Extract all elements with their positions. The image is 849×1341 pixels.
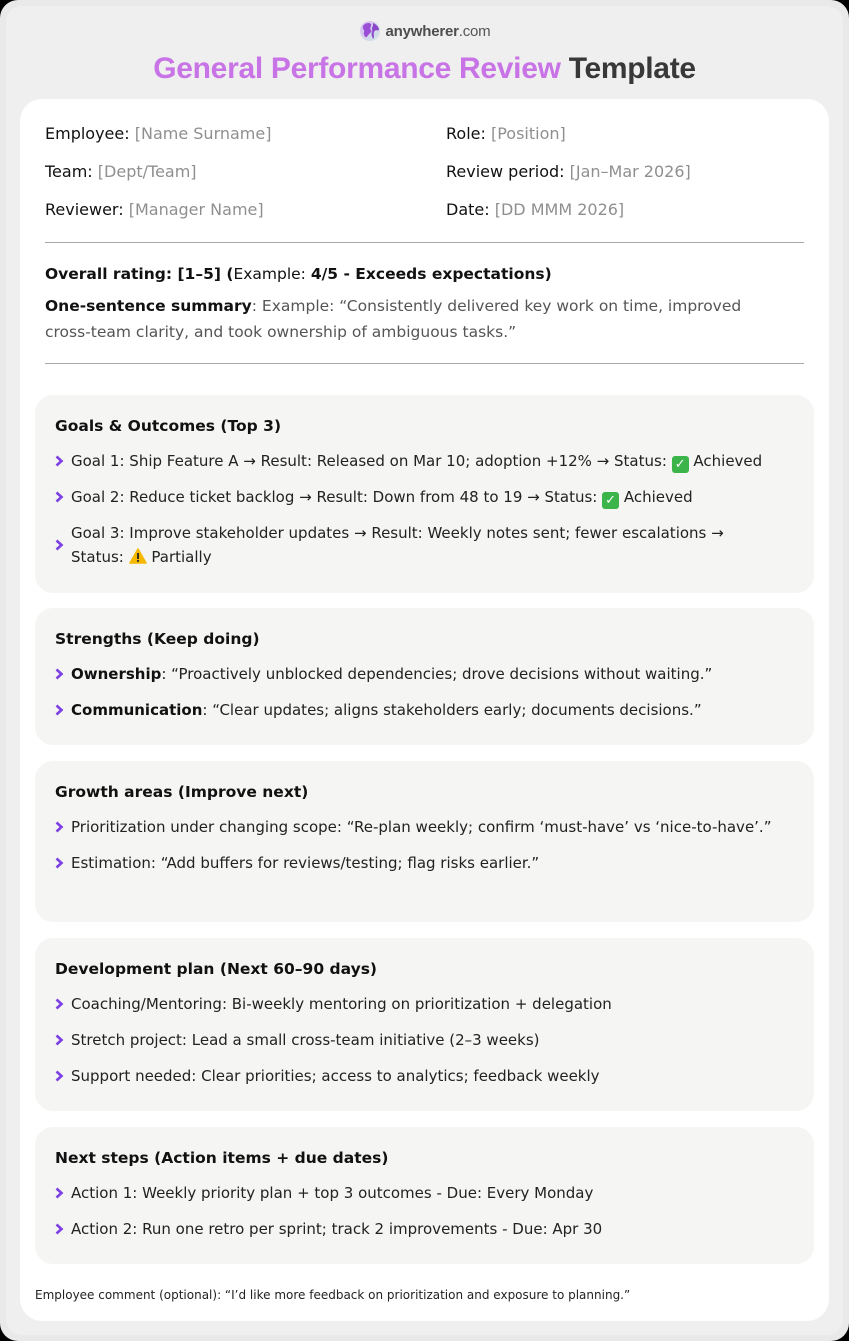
- chevron-right-icon: [55, 1069, 71, 1083]
- section-strengths: [35, 608, 814, 745]
- chevron-right-icon: [55, 856, 71, 870]
- chevron-right-icon: [55, 820, 71, 834]
- title-accent: General Performance Review: [153, 52, 561, 85]
- list-item: Ownership: “Proactively unblocked dependencies; drove decisions without waiting.”: [55, 662, 794, 686]
- brand-name: anywherer.com: [385, 22, 491, 40]
- section-title: Goals & Outcomes (Top 3): [55, 417, 282, 435]
- list-item: Prioritization under changing scope: “Re-plan weekly; confirm ‘must-have’ vs ‘nice-to-have’.”: [55, 815, 775, 839]
- meta-role: Role: [Position]: [446, 124, 566, 143]
- reviewer-value: [Manager Name]: [128, 200, 264, 219]
- team-value: [Dept/Team]: [97, 162, 197, 181]
- chevron-right-icon: [55, 667, 71, 681]
- chevron-right-icon: [55, 1222, 71, 1236]
- list-item: Action 2: Run one retro per sprint; track 2 improvements - Due: Apr 30: [55, 1217, 794, 1241]
- overall-rating: Overall rating: [1–5] (Example: 4/5 - Exceeds expectations): [45, 265, 552, 283]
- check-mark-icon: ✓: [602, 492, 619, 509]
- meta-review-period: Review period: [Jan–Mar 2026]: [446, 162, 691, 181]
- review-period-value: [Jan–Mar 2026]: [569, 162, 691, 181]
- chevron-right-icon: [55, 454, 71, 468]
- divider: [45, 242, 804, 243]
- brand-header: [0, 19, 849, 43]
- role-value: [Position]: [490, 124, 566, 143]
- list-item: Support needed: Clear priorities; access to analytics; feedback weekly: [55, 1064, 794, 1088]
- list-item: Coaching/Mentoring: Bi-weekly mentoring on prioritization + delegation: [55, 992, 794, 1016]
- meta-employee: Employee: [Name Surname]: [45, 124, 272, 143]
- meta-team: Team: [Dept/Team]: [45, 162, 197, 181]
- section-development-plan: [35, 938, 814, 1111]
- list-item: Action 1: Weekly priority plan + top 3 outcomes - Due: Every Monday: [55, 1181, 794, 1205]
- section-title: Next steps (Action items + due dates): [55, 1149, 389, 1167]
- list-item: Communication: “Clear updates; aligns stakeholders early; documents decisions.”: [55, 698, 794, 722]
- list-item: Stretch project: Lead a small cross-team initiative (2–3 weeks): [55, 1028, 794, 1052]
- chevron-right-icon: [55, 538, 71, 552]
- check-mark-icon: ✓: [672, 456, 689, 473]
- page-title: [0, 52, 849, 86]
- globe-logo-icon: [359, 20, 381, 42]
- section-title: Development plan (Next 60–90 days): [55, 960, 378, 978]
- employee-comment: Employee comment (optional): “I’d like more feedback on prioritization and exposure to planning.”: [35, 1288, 631, 1302]
- title-rest: Template: [568, 52, 696, 85]
- warning-icon: [129, 548, 147, 564]
- employee-value: [Name Surname]: [134, 124, 272, 143]
- list-item: Estimation: “Add buffers for reviews/testing; flag risks earlier.”: [55, 851, 794, 875]
- section-next-steps: [35, 1127, 814, 1264]
- one-sentence-summary: One-sentence summary: Example: “Consistently delivered key work on time, improved cross-team clarity, and took ownership of ambiguous tasks.”: [45, 297, 742, 341]
- list-item: Goal 2: Reduce ticket backlog → Result: Down from 48 to 19 → Status: ✓ Achieved: [55, 485, 794, 509]
- list-item: Goal 1: Ship Feature A → Result: Released on Mar 10; adoption +12% → Status: ✓ Achieved: [55, 449, 794, 473]
- section-title: Strengths (Keep doing): [55, 630, 260, 648]
- chevron-right-icon: [55, 1033, 71, 1047]
- review-card: [20, 99, 829, 1321]
- list-item: Goal 3: Improve stakeholder updates → Result: Weekly notes sent; fewer escalations → Status: Partially: [55, 521, 775, 569]
- section-growth-areas: [35, 761, 814, 922]
- chevron-right-icon: [55, 490, 71, 504]
- divider: [45, 363, 804, 364]
- meta-reviewer: Reviewer: [Manager Name]: [45, 200, 264, 219]
- date-value: [DD MMM 2026]: [494, 200, 625, 219]
- section-title: Growth areas (Improve next): [55, 783, 309, 801]
- chevron-right-icon: [55, 703, 71, 717]
- chevron-right-icon: [55, 997, 71, 1011]
- section-goals: [35, 395, 814, 593]
- chevron-right-icon: [55, 1186, 71, 1200]
- meta-date: Date: [DD MMM 2026]: [446, 200, 625, 219]
